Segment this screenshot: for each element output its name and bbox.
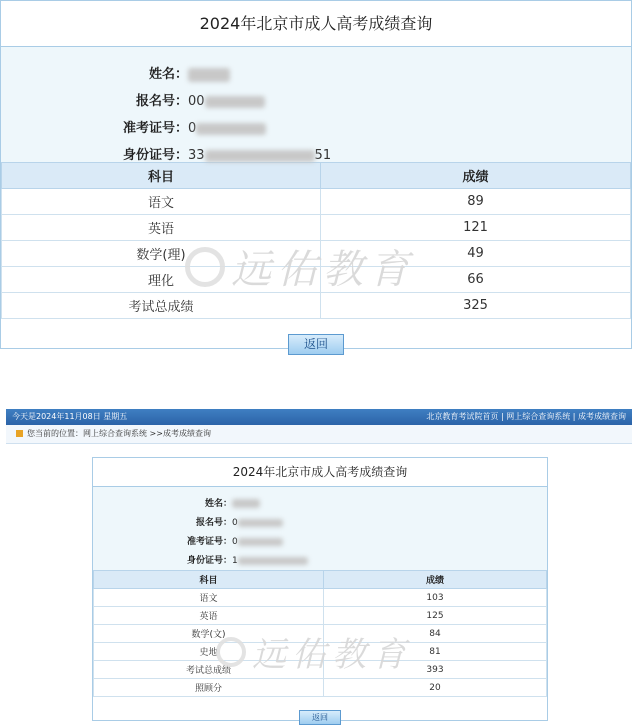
page-title: 2024年北京市成人高考成绩查询 <box>1 1 631 47</box>
subject-cell: 数学(理) <box>2 241 321 267</box>
name-row <box>93 496 333 509</box>
subject-cell: 考试总成绩 <box>2 293 321 319</box>
admission-label: 准考证号： <box>122 121 188 136</box>
id-label: 身份证号： <box>186 556 232 566</box>
admission-row <box>1 117 331 136</box>
top-bar <box>6 409 632 425</box>
button-area <box>1 319 631 355</box>
score-table <box>1 162 631 319</box>
button-area <box>93 697 547 725</box>
subject-cell: 考试总成绩 <box>94 661 324 679</box>
subject-header: 科目 <box>2 163 321 189</box>
score-header: 成绩 <box>324 571 547 589</box>
page-title: 2024年北京市成人高考成绩查询 <box>93 458 547 487</box>
breadcrumb <box>6 425 632 444</box>
registration-row <box>1 90 331 109</box>
table-header-row <box>94 571 547 589</box>
nav-separator: | <box>572 412 576 421</box>
score-header: 成绩 <box>321 163 631 189</box>
redaction <box>238 519 283 527</box>
score-cell: 84 <box>324 625 547 643</box>
subject-cell: 照顾分 <box>94 679 324 697</box>
score-cell: 89 <box>321 189 631 215</box>
registration-label: 报名号： <box>195 518 232 528</box>
redaction <box>205 96 265 108</box>
id-row <box>1 144 401 163</box>
score-card-bottom <box>92 457 548 721</box>
nav-separator: | <box>500 412 504 421</box>
score-cell: 125 <box>324 607 547 625</box>
score-cell: 66 <box>321 267 631 293</box>
table-row <box>94 661 547 679</box>
redaction <box>196 123 266 135</box>
score-page-screenshot <box>6 409 632 723</box>
subject-cell: 语文 <box>2 189 321 215</box>
score-table <box>93 570 547 697</box>
score-cell: 121 <box>321 215 631 241</box>
subject-header: 科目 <box>94 571 324 589</box>
table-row <box>2 241 631 267</box>
subject-cell: 数学(文) <box>94 625 324 643</box>
admission-value: 0 <box>232 537 238 547</box>
id-label: 身份证号： <box>122 148 188 163</box>
subject-cell: 语文 <box>94 589 324 607</box>
table-row <box>2 189 631 215</box>
score-cell: 393 <box>324 661 547 679</box>
table-row <box>2 267 631 293</box>
admission-row <box>93 534 333 547</box>
id-suffix: 51 <box>314 148 332 163</box>
name-label: 姓名： <box>204 499 232 509</box>
registration-label: 报名号： <box>135 94 188 109</box>
registration-value: 0 <box>232 518 238 528</box>
current-date: 今天是2024年11月08日 星期五 <box>12 412 128 421</box>
table-row <box>2 293 631 319</box>
subject-cell: 英语 <box>2 215 321 241</box>
table-header-row <box>2 163 631 189</box>
redaction <box>232 499 260 508</box>
redaction <box>205 150 315 162</box>
subject-cell: 史地 <box>94 643 324 661</box>
redaction <box>238 538 283 546</box>
subject-cell: 英语 <box>94 607 324 625</box>
candidate-info <box>1 47 631 162</box>
watermark-text: 远佑教育 <box>231 247 415 293</box>
name-row <box>1 63 331 82</box>
breadcrumb-text: 您当前的位置：网上综合查询系统 >>成考成绩查询 <box>27 429 211 438</box>
table-row <box>94 589 547 607</box>
score-cell: 20 <box>324 679 547 697</box>
location-icon <box>16 430 23 437</box>
id-row <box>93 553 333 566</box>
table-row <box>94 643 547 661</box>
admission-value: 0 <box>188 121 197 136</box>
id-value: 1 <box>232 556 238 566</box>
nav-link-score-query[interactable]: 成考成绩查询 <box>578 412 626 421</box>
name-label: 姓名： <box>148 67 188 82</box>
id-value: 33 <box>188 148 205 163</box>
top-nav <box>426 409 626 425</box>
nav-link-home[interactable]: 北京教育考试院首页 <box>426 412 499 421</box>
score-cell: 325 <box>321 293 631 319</box>
score-cell: 103 <box>324 589 547 607</box>
back-button[interactable]: 返回 <box>288 334 344 355</box>
candidate-info <box>93 487 547 570</box>
back-button[interactable]: 返回 <box>299 710 341 725</box>
subject-cell: 理化 <box>2 267 321 293</box>
table-row <box>94 607 547 625</box>
table-row <box>2 215 631 241</box>
score-card-top <box>0 0 632 349</box>
admission-label: 准考证号： <box>186 537 232 547</box>
watermark-text: 远佑教育 <box>252 635 412 675</box>
table-row <box>94 625 547 643</box>
redaction <box>188 68 230 82</box>
registration-row <box>93 515 333 528</box>
score-cell: 81 <box>324 643 547 661</box>
registration-value: 00 <box>188 94 205 109</box>
score-cell: 49 <box>321 241 631 267</box>
redaction <box>238 557 308 565</box>
table-row <box>94 679 547 697</box>
nav-link-query-system[interactable]: 网上综合查询系统 <box>506 412 571 421</box>
